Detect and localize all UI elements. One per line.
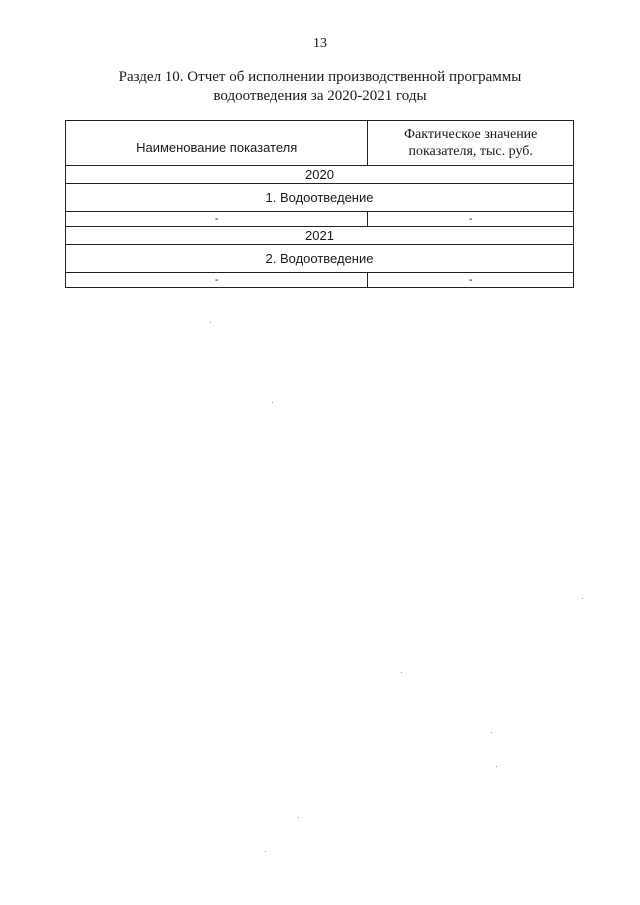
scan-speck [272,402,273,403]
scan-speck [496,766,497,767]
scan-speck [265,851,266,852]
group-row-wastewater-2021 [66,245,574,273]
table-row [66,273,574,288]
section-title-line-1: Раздел 10. Отчет об исполнении производственной программы [118,69,522,85]
scan-speck [210,322,211,323]
page-number: 13 [313,36,327,51]
indicator-name-cell: - [66,273,368,288]
section-title-line-2: водоотведения за 2020-2021 годы [213,88,427,104]
actual-value-cell: - [368,273,574,288]
scan-speck [298,817,299,818]
indicator-name-cell: - [66,212,368,227]
year-row-2020 [66,166,574,184]
scan-speck [401,672,402,673]
header-indicator-name: Наименование показателя [66,121,368,166]
year-row-2021 [66,227,574,245]
scan-speck [491,732,492,733]
year-label: 2020 [66,166,574,184]
group-label: 2. Водоотведение [66,245,574,273]
header-actual-value: Фактическое значение показателя, тыс. руб. [368,121,574,166]
table-row [66,212,574,227]
year-label: 2021 [66,227,574,245]
group-label: 1. Водоотведение [66,184,574,212]
scan-speck [582,598,583,599]
group-row-wastewater-2020 [66,184,574,212]
actual-value-cell: - [368,212,574,227]
section-title [60,68,580,106]
report-table [65,120,574,288]
table-header-row [66,121,574,166]
